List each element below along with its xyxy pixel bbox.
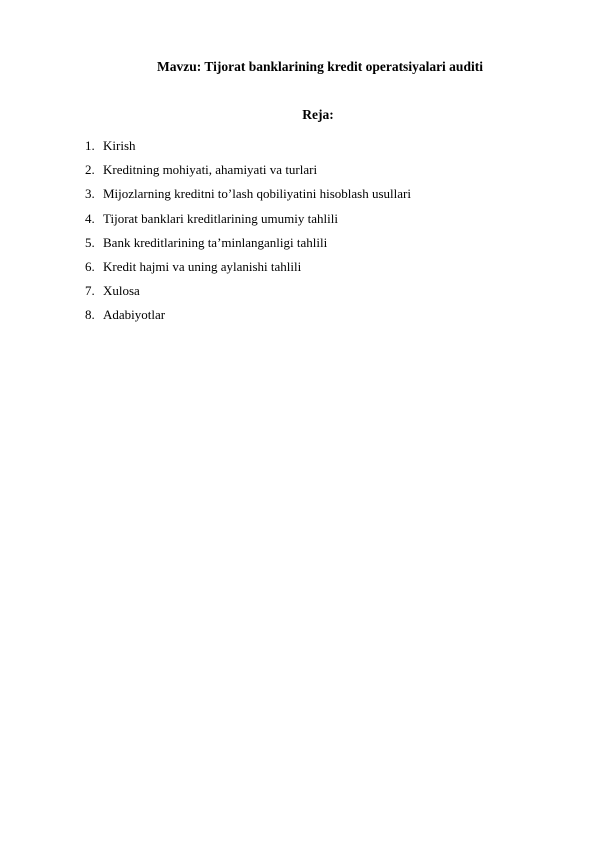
outline-item-text: Kredit hajmi va uning aylanishi tahlili (103, 258, 302, 274)
outline-item-number: 8. (85, 307, 95, 323)
outline-item-text: Kirish (103, 138, 136, 153)
outline-item-text: Xulosa (103, 283, 140, 299)
outline-item (85, 306, 411, 330)
outline-item (85, 234, 411, 258)
outline-item (85, 210, 411, 234)
outline-item (85, 282, 411, 306)
outline-item (85, 258, 411, 282)
outline-item-number: 2. (85, 162, 95, 178)
plan-outline-list (85, 137, 411, 331)
outline-item-text: Bank kreditlarining ta’minlanganligi tahlili (103, 234, 328, 250)
outline-item-text: Mijozlarning kreditni to’lash qobiliyatini hisoblash usullari (103, 186, 411, 202)
outline-item-text: Adabiyotlar (103, 307, 166, 323)
outline-item-number: 6. (85, 258, 95, 274)
outline-item (85, 137, 411, 161)
outline-item-number: 7. (85, 283, 95, 299)
document-title: Mavzu: Tijorat banklarining kredit operatsiyalari auditi (157, 59, 483, 74)
outline-item-number: 3. (85, 186, 95, 202)
plan-heading: Reja: (302, 107, 334, 122)
outline-item (85, 161, 411, 185)
outline-item-text: Kreditning mohiyati, ahamiyati va turlari (103, 162, 318, 178)
outline-item-number: 4. (85, 210, 95, 226)
outline-item (85, 185, 411, 209)
outline-item-number: 5. (85, 234, 95, 250)
outline-item-text: Tijorat banklari kreditlarining umumiy tahlili (103, 210, 338, 226)
outline-item-number: 1. (85, 138, 95, 153)
